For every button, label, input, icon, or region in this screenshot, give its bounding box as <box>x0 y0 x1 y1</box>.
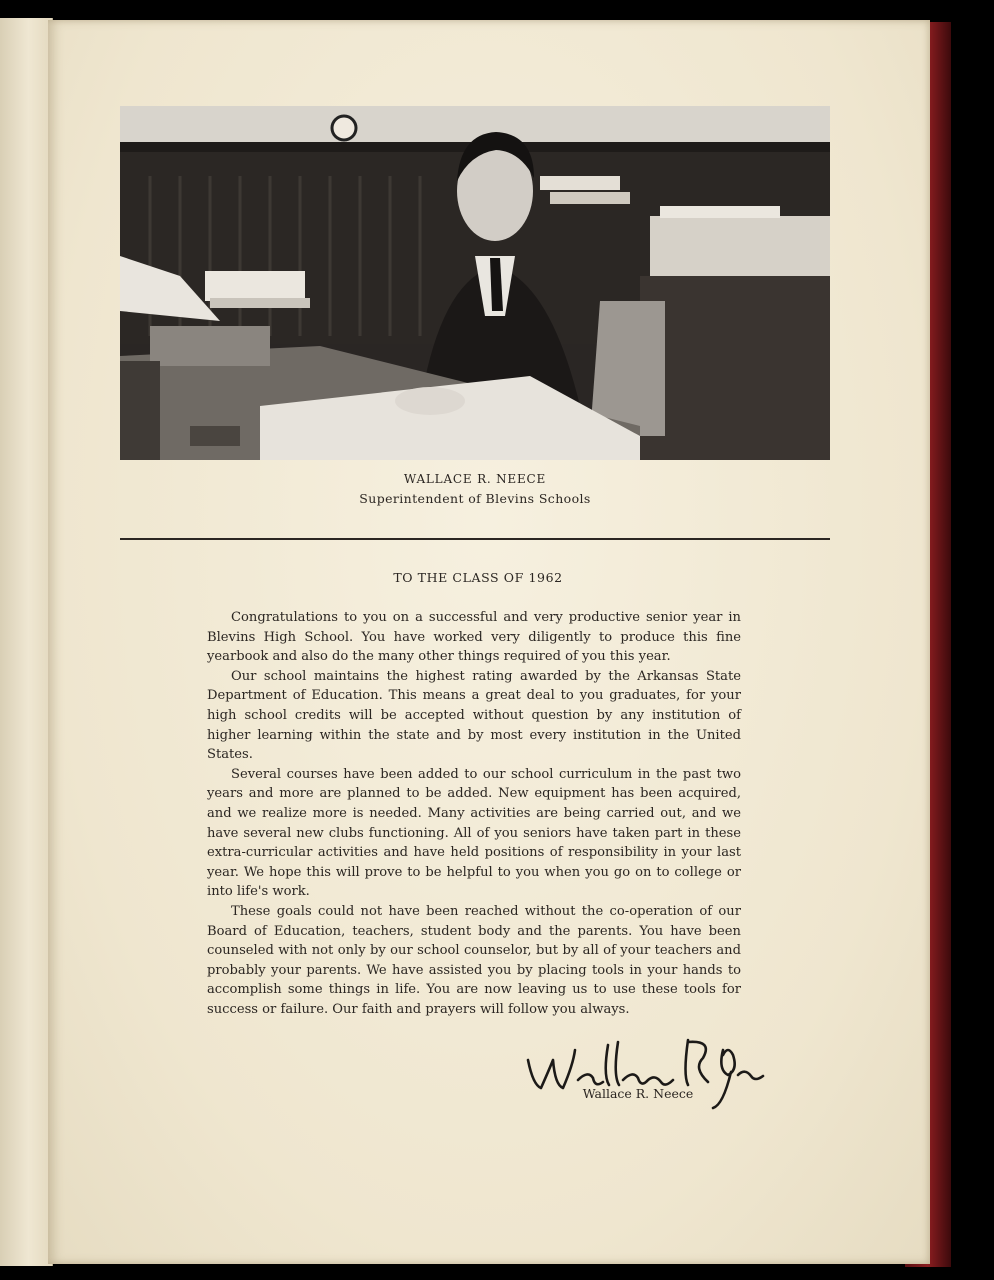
yearbook-page <box>48 20 930 1264</box>
letter-paragraph: These goals could not have been reached without the co-operation of our Board of Education, teachers, student body and the parents. You have been counseled with not only by our school counselor, but by all of your teachers and probably your parents. We have assisted you by placing tools in your hands to accomplish some things in life. You are now leaving us to use these tools for success or failure. Our faith and prayers will follow you always. <box>207 903 741 1017</box>
letter-paragraph: Our school maintains the highest rating awarded by the Arkansas State Department of Education. This means a great deal to you graduates, for your high school credits will be accepted without question by any institution of higher learning within the state and by most every institution in the United States. <box>207 668 741 763</box>
photo-illustration <box>120 106 830 460</box>
superintendent-photo <box>120 106 830 460</box>
photo-caption-name: WALLACE R. NEECE <box>403 472 547 486</box>
facing-page-edge <box>0 18 53 1266</box>
letter-body <box>207 608 741 1019</box>
signature-printed-name: Wallace R. Neece <box>582 1086 694 1101</box>
section-divider <box>120 538 830 540</box>
letter-paragraph: Several courses have been added to our school curriculum in the past two years and more are planned to be added. New equipment has been acquired, and we realize more is needed. Many activities are being carried out, and we have several new clubs functioning. All of you seniors have taken part in these extra-curricular activities and have held positions of responsibility in your last year. We hope this will prove to be helpful to you when you go on to college or into life's work. <box>207 766 741 900</box>
letter-paragraph: Congratulations to you on a successful and very productive senior year in Blevins High School. You have worked very diligently to produce this fine yearbook and also do the many other things required of you this year. <box>207 610 741 665</box>
letter-heading: TO THE CLASS OF 1962 <box>393 570 563 585</box>
photo-caption-title: Superintendent of Blevins Schools <box>359 491 591 506</box>
